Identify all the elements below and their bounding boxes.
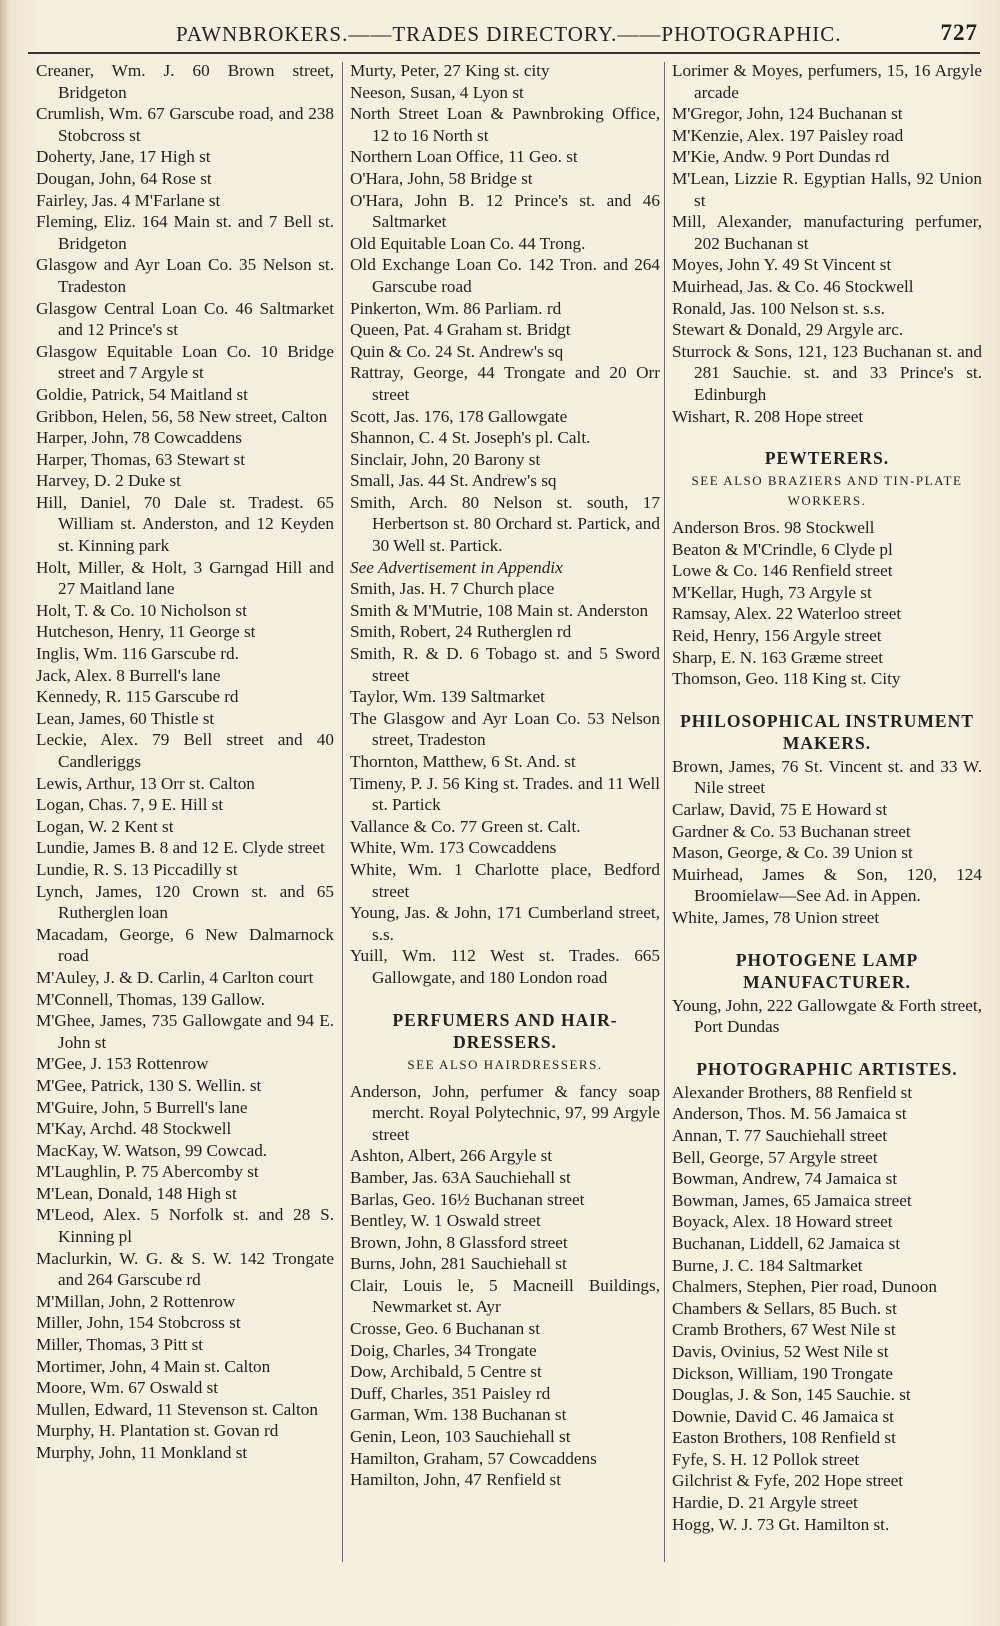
directory-entry: Lorimer & Moyes, perfumers, 15, 16 Argyle arcade (672, 61, 982, 102)
directory-entry: Holt, Miller, & Holt, 3 Garngad Hill and 27 Maitland lane (36, 557, 334, 599)
directory-entry: Burne, J. C. 184 Saltmarket (672, 1255, 863, 1275)
directory-entry: Mason, George, & Co. 39 Union st (672, 843, 913, 863)
directory-entry: White, Wm. 173 Cowcaddens (350, 838, 557, 858)
section-heading: PHOTOGENE LAMP MANUFACTURER. (735, 949, 919, 992)
directory-entry: Pinkerton, Wm. 86 Parliam. rd (350, 298, 562, 318)
column-divider (342, 62, 343, 1562)
directory-entry: Kennedy, R. 115 Garscube rd (36, 687, 239, 707)
directory-entry: Bamber, Jas. 63A Sauchiehall st (350, 1167, 571, 1187)
directory-entry: Lundie, R. S. 13 Piccadilly st (36, 859, 238, 879)
directory-entry: Neeson, Susan, 4 Lyon st (350, 82, 524, 102)
directory-entry: Sharp, E. N. 163 Græme street (672, 647, 883, 667)
directory-entry: Hamilton, Graham, 57 Cowcaddens (350, 1448, 597, 1468)
directory-entry: Logan, Chas. 7, 9 E. Hill st (36, 795, 224, 815)
directory-entry: Holt, T. & Co. 10 Nicholson st (36, 600, 247, 620)
directory-entry: M'Kay, Archd. 48 Stockwell (36, 1119, 232, 1139)
directory-entry: Glasgow and Ayr Loan Co. 35 Nelson st. Tradeston (36, 255, 334, 296)
directory-entry: Easton Brothers, 108 Renfield st (672, 1428, 896, 1448)
directory-entry: Cramb Brothers, 67 West Nile st (672, 1320, 896, 1340)
directory-entry: Queen, Pat. 4 Graham st. Bridgt (350, 320, 571, 340)
directory-entry: Doig, Charles, 34 Trongate (350, 1340, 537, 1360)
directory-entry: Moore, Wm. 67 Oswald st (36, 1378, 219, 1398)
directory-entry: Clair, Louis le, 5 Macneill Buildings, Newmarket st. Ayr (350, 1275, 660, 1317)
directory-entry: Thornton, Matthew, 6 St. And. st (350, 752, 576, 771)
directory-entry: O'Hara, John B. 12 Prince's st. and 46 Saltmarket (350, 190, 660, 232)
directory-entry: Mortimer, John, 4 Main st. Calton (36, 1356, 271, 1376)
directory-entry: Hill, Daniel, 70 Dale st. Tradest. 65 William st. Anderston, and 12 Keyden st. Kinning park (36, 492, 334, 556)
directory-entry: Crumlish, Wm. 67 Garscube road, and 238 Stobcross st (36, 104, 334, 145)
directory-entry: M'Laughlin, P. 75 Abercomby st (36, 1162, 259, 1182)
directory-entry: M'Lean, Donald, 148 High st (36, 1183, 237, 1203)
directory-entry: Creaner, Wm. J. 60 Brown street, Bridgeton (36, 61, 334, 102)
directory-entry: MacKay, W. Watson, 99 Cowcad. (36, 1140, 268, 1160)
directory-entry: Buchanan, Liddell, 62 Jamaica st (672, 1233, 901, 1253)
page-header (28, 14, 980, 54)
directory-entry: Bentley, W. 1 Oswald street (350, 1211, 541, 1231)
directory-entry: Smith, Robert, 24 Rutherglen rd (350, 622, 572, 642)
directory-entry: Douglas, J. & Son, 145 Sauchie. st (672, 1385, 911, 1405)
directory-entry: Mullen, Edward, 11 Stevenson st. Calton (36, 1399, 318, 1419)
directory-entry: Vallance & Co. 77 Green st. Calt. (350, 816, 581, 836)
directory-entry: Harper, Thomas, 63 Stewart st (36, 449, 246, 469)
directory-entry: Garman, Wm. 138 Buchanan st (350, 1405, 567, 1425)
directory-entry: Scott, Jas. 176, 178 Gallowgate (350, 406, 568, 426)
directory-entry: Stewart & Donald, 29 Argyle arc. (672, 320, 904, 340)
directory-entry: Carlaw, David, 75 E Howard st (672, 800, 888, 820)
directory-entry: Gribbon, Helen, 56, 58 New street, Calton (36, 406, 328, 426)
directory-entry: Smith & M'Mutrie, 108 Main st. Anderston (350, 600, 649, 620)
book-spine-shadow (0, 0, 10, 1626)
directory-entry: Shannon, C. 4 St. Joseph's pl. Calt. (350, 428, 591, 448)
directory-entry: Fleming, Eliz. 164 Main st. and 7 Bell st. Bridgeton (36, 212, 334, 253)
directory-entry: Jack, Alex. 8 Burrell's lane (36, 665, 221, 685)
directory-entry: Taylor, Wm. 139 Saltmarket (350, 687, 545, 707)
directory-entry: M'Lean, Lizzie R. Egyptian Halls, 92 Union st (672, 168, 982, 210)
directory-entry: Dickson, William, 190 Trongate (672, 1363, 893, 1383)
directory-entry: Murphy, H. Plantation st. Govan rd (36, 1421, 279, 1441)
directory-entry: Yuill, Wm. 112 West st. Trades. 665 Gallowgate, and 180 London road (350, 946, 660, 987)
directory-entry: Hamilton, John, 47 Renfield st (350, 1470, 562, 1490)
column-1 (36, 60, 334, 1620)
directory-entry: Rattray, George, 44 Trongate and 20 Orr street (350, 363, 660, 404)
section-heading: PHOTOGRAPHIC ARTISTES. (696, 1058, 958, 1079)
directory-entry: Hardie, D. 21 Argyle street (672, 1493, 858, 1513)
directory-entry: North Street Loan & Pawnbroking Office, 12 to 16 North st (350, 104, 660, 145)
directory-entry: Miller, Thomas, 3 Pitt st (36, 1335, 204, 1355)
directory-entry: Old Equitable Loan Co. 44 Trong. (350, 233, 586, 253)
directory-entry: The Glasgow and Ayr Loan Co. 53 Nelson street, Tradeston (350, 708, 660, 750)
directory-entry: Hutcheson, Henry, 11 George st (36, 622, 256, 642)
directory-entry: Ramsay, Alex. 22 Waterloo street (672, 604, 902, 624)
directory-entry: Muirhead, James & Son, 120, 124 Broomielaw—See Ad. in Appen. (672, 864, 982, 906)
directory-entry: Northern Loan Office, 11 Geo. st (350, 147, 578, 167)
page-number: 727 (940, 20, 978, 45)
directory-entry: Duff, Charles, 351 Paisley rd (350, 1383, 551, 1403)
directory-entry: Miller, John, 154 Stobcross st (36, 1313, 241, 1333)
directory-entry: Anderson Bros. 98 Stockwell (672, 518, 875, 538)
directory-entry: M'Gee, Patrick, 130 S. Wellin. st (36, 1075, 262, 1095)
directory-entry: Macadam, George, 6 New Dalmarnock road (36, 924, 334, 966)
directory-entry: Moyes, John Y. 49 St Vincent st (672, 255, 892, 275)
directory-entry: Chambers & Sellars, 85 Buch. st (672, 1298, 897, 1318)
directory-entry: Sturrock & Sons, 121, 123 Buchanan st. and 281 Sauchie. st. and 33 Prince's st. Edinburgh (672, 341, 982, 404)
directory-entry: Murphy, John, 11 Monkland st (36, 1443, 248, 1462)
directory-entry: Barlas, Geo. 16½ Buchanan street (350, 1189, 585, 1209)
directory-entry: Lynch, James, 120 Crown st. and 65 Rutherglen loan (36, 881, 334, 923)
directory-entry: Harper, John, 78 Cowcaddens (36, 428, 242, 448)
directory-entry: M'Kellar, Hugh, 73 Argyle st (672, 582, 872, 602)
directory-entry: M'Connell, Thomas, 139 Gallow. (36, 989, 265, 1009)
directory-entry: Smith, Arch. 80 Nelson st. south, 17 Herbertson st. 80 Orchard st. Partick, and 30 Well st. Partick. (350, 492, 660, 556)
directory-entry: Boyack, Alex. 18 Howard street (672, 1212, 893, 1232)
directory-entry: Maclurkin, W. G. & S. W. 142 Trongate and 264 Garscube rd (36, 1248, 334, 1290)
directory-entry: Anderson, Thos. M. 56 Jamaica st (672, 1104, 907, 1124)
directory-entry: M'Guire, John, 5 Burrell's lane (36, 1097, 248, 1117)
directory-entry: Goldie, Patrick, 54 Maitland st (36, 384, 248, 404)
directory-entry: Quin & Co. 24 St. Andrew's sq (350, 341, 564, 361)
directory-entry: Doherty, Jane, 17 High st (36, 147, 211, 167)
directory-entry: Davis, Ovinius, 52 West Nile st (672, 1341, 889, 1361)
directory-entry: Timeny, P. J. 56 King st. Trades. and 11 Well st. Partick (350, 773, 660, 815)
section-cross-reference: SEE ALSO HAIRDRESSERS. (407, 1056, 603, 1072)
directory-entry: Ashton, Albert, 266 Argyle st (350, 1146, 553, 1166)
directory-entry: M'Auley, J. & D. Carlin, 4 Carlton court (36, 967, 314, 987)
directory-entry: O'Hara, John, 58 Bridge st (350, 168, 533, 188)
directory-entry: Genin, Leon, 103 Sauchiehall st (350, 1427, 571, 1447)
directory-entry: Gardner & Co. 53 Buchanan street (672, 821, 911, 841)
directory-entry: Bowman, Andrew, 74 Jamaica st (672, 1169, 898, 1189)
directory-entry: Inglis, Wm. 116 Garscube rd. (36, 644, 239, 664)
directory-entry: Burns, John, 281 Sauchiehall st (350, 1254, 567, 1274)
directory-entry: Murty, Peter, 27 King st. city (350, 61, 550, 80)
directory-entry: Dow, Archibald, 5 Centre st (350, 1362, 542, 1382)
directory-entry: Bell, George, 57 Argyle street (672, 1147, 878, 1167)
directory-entry: Reid, Henry, 156 Argyle street (672, 626, 882, 646)
directory-entry: Lowe & Co. 146 Renfield street (672, 561, 893, 581)
directory-entry: M'Ghee, James, 735 Gallowgate and 94 E. John st (36, 1011, 334, 1052)
directory-entry: M'Leod, Alex. 5 Norfolk st. and 28 S. Kinning pl (36, 1205, 334, 1247)
directory-entry: M'Kenzie, Alex. 197 Paisley road (672, 125, 904, 145)
directory-entry: Brown, James, 76 St. Vincent st. and 33 W. Nile street (672, 756, 982, 798)
directory-entry: Fyfe, S. H. 12 Pollok street (672, 1449, 860, 1469)
column-divider (664, 62, 665, 1562)
directory-entry: Ronald, Jas. 100 Nelson st. s.s. (672, 298, 885, 318)
directory-entry: Logan, W. 2 Kent st (36, 816, 174, 836)
directory-entry: Anderson, John, perfumer & fancy soap mercht. Royal Polytechnic, 97, 99 Argyle street (350, 1081, 660, 1144)
column-3 (672, 60, 982, 1620)
section-heading: PEWTERERS. (764, 448, 890, 469)
directory-entry: Downie, David C. 46 Jamaica st (672, 1406, 894, 1426)
directory-entry: White, James, 78 Union street (672, 908, 880, 927)
directory-entry: Hogg, W. J. 73 Gt. Hamilton st. (672, 1514, 890, 1534)
section-cross-reference: SEE ALSO BRAZIERS AND TIN-PLATE WORKERS. (691, 473, 963, 509)
directory-entry: Beaton & M'Crindle, 6 Clyde pl (672, 539, 893, 559)
directory-entry: Smith, Jas. H. 7 Church place (350, 579, 555, 599)
section-heading: PHILOSOPHICAL INSTRUMENT MAKERS. (680, 710, 974, 753)
directory-entry: Fairley, Jas. 4 M'Farlane st (36, 190, 221, 210)
directory-entry: Young, Jas. & John, 171 Cumberland street, s.s. (350, 903, 660, 944)
directory-entry: Lean, James, 60 Thistle st (36, 708, 215, 728)
directory-entry: Crosse, Geo. 6 Buchanan st (350, 1319, 540, 1339)
directory-entry: Lundie, James B. 8 and 12 E. Clyde street (36, 838, 325, 858)
directory-entry: Gilchrist & Fyfe, 202 Hope street (672, 1471, 904, 1491)
directory-entry: Annan, T. 77 Sauchiehall street (672, 1125, 888, 1145)
directory-entry: Leckie, Alex. 79 Bell street and 40 Candleriggs (36, 730, 334, 771)
directory-entry: Bowman, James, 65 Jamaica street (672, 1190, 912, 1210)
directory-entry: Wishart, R. 208 Hope street (672, 406, 864, 426)
directory-entry: Smith, R. & D. 6 Tobago st. and 5 Sword street (350, 644, 660, 685)
directory-entry: Harvey, D. 2 Duke st (36, 471, 181, 491)
column-2 (350, 60, 660, 1620)
directory-entry: Chalmers, Stephen, Pier road, Dunoon (672, 1277, 937, 1297)
directory-entry: Glasgow Equitable Loan Co. 10 Bridge street and 7 Argyle st (36, 341, 334, 383)
directory-entry: Small, Jas. 44 St. Andrew's sq (350, 471, 557, 491)
running-title: PAWNBROKERS.——TRADES DIRECTORY.——PHOTOGRAPHIC. (176, 22, 842, 46)
directory-entry: Lewis, Arthur, 13 Orr st. Calton (36, 773, 255, 793)
advertisement-note: See Advertisement in Appendix (350, 557, 563, 577)
directory-entry: Thomson, Geo. 118 King st. City (672, 669, 901, 689)
directory-entry: M'Kie, Andw. 9 Port Dundas rd (672, 147, 890, 167)
directory-entry: Glasgow Central Loan Co. 46 Saltmarket and 12 Prince's st (36, 298, 334, 340)
directory-entry: Sinclair, John, 20 Barony st (350, 449, 541, 469)
directory-entry: M'Millan, John, 2 Rottenrow (36, 1291, 236, 1311)
header-rule (28, 52, 980, 54)
directory-entry: Dougan, John, 64 Rose st (36, 168, 212, 188)
directory-entry: Alexander Brothers, 88 Renfield st (672, 1082, 913, 1102)
directory-entry: Old Exchange Loan Co. 142 Tron. and 264 Garscube road (350, 255, 660, 296)
directory-entry: M'Gee, J. 153 Rottenrow (36, 1054, 209, 1074)
directory-entry: White, Wm. 1 Charlotte place, Bedford street (350, 859, 660, 901)
directory-entry: Brown, John, 8 Glassford street (350, 1232, 568, 1252)
section-heading: PERFUMERS AND HAIR-DRESSERS. (392, 1009, 618, 1052)
directory-entry: Young, John, 222 Gallowgate & Forth street, Port Dundas (672, 995, 982, 1037)
directory-entry: Muirhead, Jas. & Co. 46 Stockwell (672, 276, 914, 296)
directory-entry: Mill, Alexander, manufacturing perfumer, 202 Buchanan st (672, 212, 982, 253)
directory-entry: M'Gregor, John, 124 Buchanan st (672, 104, 903, 124)
